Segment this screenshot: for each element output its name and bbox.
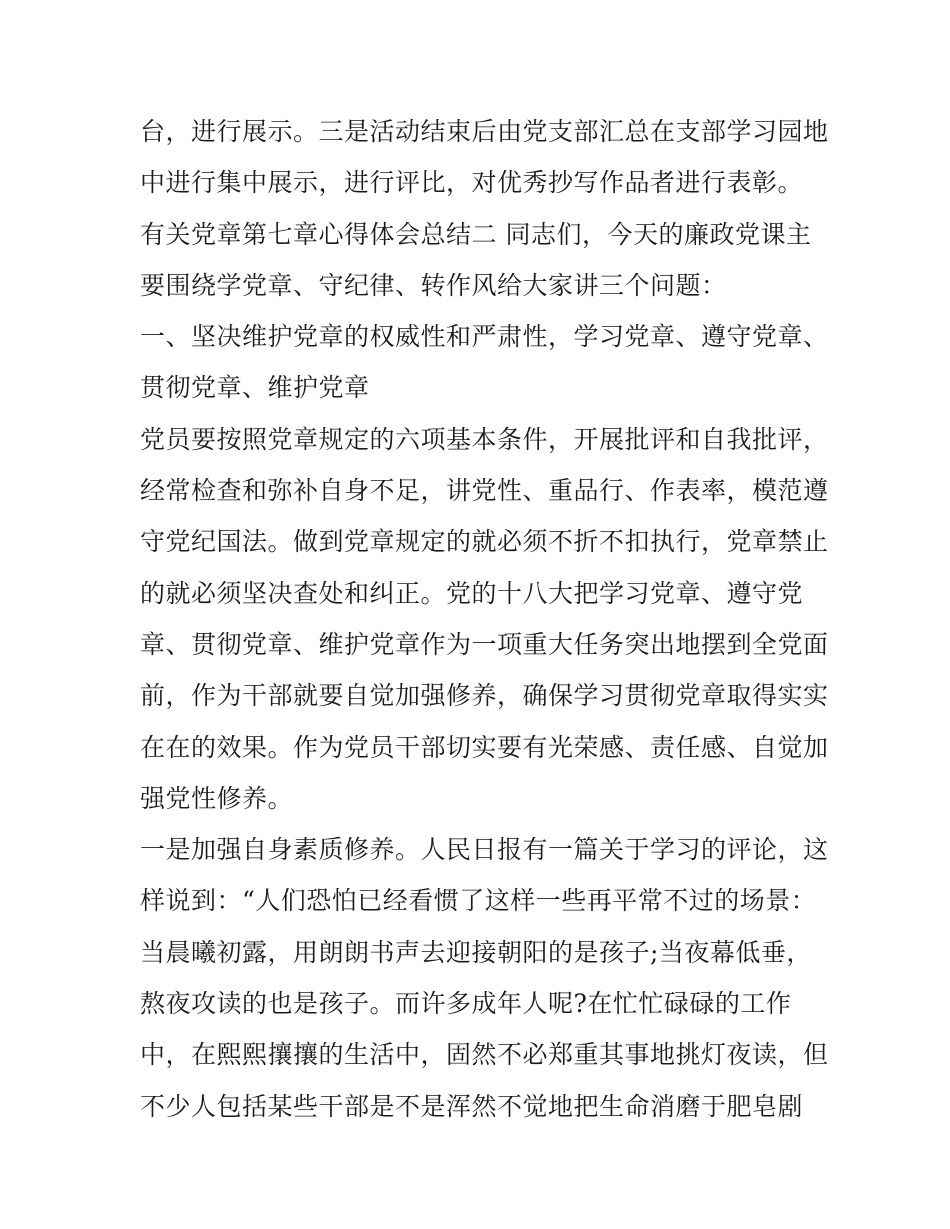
text-line: 前，作为干部就要自觉加强修养，确保学习贯彻党章取得实实 xyxy=(140,681,829,711)
text-line: 守党纪国法。做到党章规定的就必须不折不扣执行，党章禁止 xyxy=(140,527,829,557)
text-line: 样说到：“人们恐怕已经看惯了这样一些再平常不过的场景： xyxy=(140,886,817,916)
section-heading: 贯彻党章、维护党章 xyxy=(140,373,370,403)
text-line: 有关党章第七章心得体会总结二 同志们，今天的廉政党课主 xyxy=(140,219,812,249)
text-line: 党员要按照党章规定的六项基本条件，开展批评和自我批评， xyxy=(140,424,829,454)
text-line: 要围绕学党章、守纪律、转作风给大家讲三个问题： xyxy=(140,270,727,300)
text-line: 熬夜攻读的也是孩子。而许多成年人呢?在忙忙碌碌的工作 xyxy=(140,989,792,1019)
text-line: 当晨曦初露，用朗朗书声去迎接朝阳的是孩子;当夜幕低垂， xyxy=(140,937,812,967)
text-line: 强党性修养。 xyxy=(140,783,294,813)
text-line: 的就必须坚决查处和纠正。党的十八大把学习党章、遵守党 xyxy=(140,578,804,608)
text-line: 中进行集中展示，进行评比，对优秀抄写作品者进行表彰。 xyxy=(140,168,804,198)
text-line: 台，进行展示。三是活动结束后由党支部汇总在支部学习园地 xyxy=(140,117,829,146)
body-text xyxy=(140,106,830,1132)
text-line: 章、贯彻党章、维护党章作为一项重大任务突出地摆到全党面 xyxy=(140,629,829,659)
text-line: 中，在熙熙攘攘的生活中，固然不必郑重其事地挑灯夜读，但 xyxy=(140,1040,829,1070)
text-line: 不少人包括某些干部是不是浑然不觉地把生命消磨于肥皂剧 xyxy=(140,1091,804,1121)
text-line: 在在的效果。作为党员干部切实要有光荣感、责任感、自觉加 xyxy=(140,732,829,762)
text-line: 一是加强自身素质修养。人民日报有一篇关于学习的评论，这 xyxy=(140,835,829,865)
text-line: 经常检查和弥补自身不足，讲党性、重品行、作表率，模范遵 xyxy=(140,476,829,506)
section-heading: 一、坚决维护党章的权威性和严肃性，学习党章、遵守党章、 xyxy=(140,322,829,352)
